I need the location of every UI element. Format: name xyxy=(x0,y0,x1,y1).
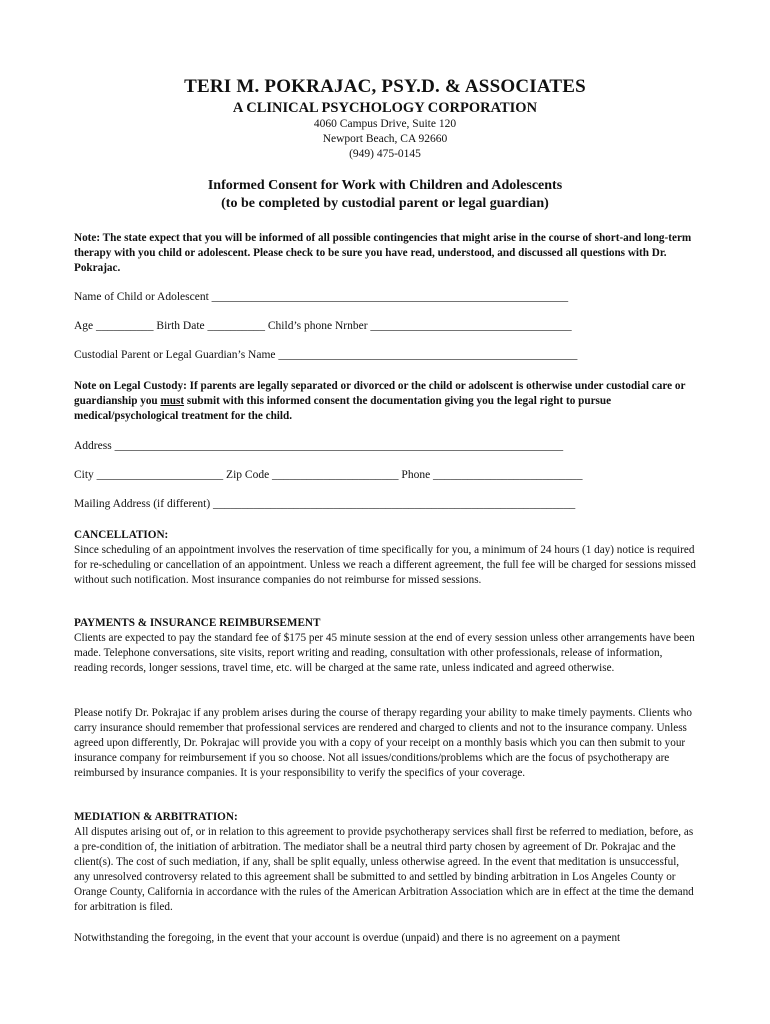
mediation-body-2: Notwithstanding the foregoing, in the event that your account is overdue (unpaid) and there is no agreement on a payment xyxy=(74,932,621,944)
address-line-1: 4060 Campus Drive, Suite 120 xyxy=(313,118,457,130)
payments-heading: PAYMENTS & INSURANCE REIMBURSEMENT xyxy=(74,617,321,629)
address-field[interactable]: Address ______________________________________________________________________________ xyxy=(74,440,564,452)
custody-note-text-1: Note on Legal Custody: If parents are legally separated or divorced or the child or adolscent is otherwise under custodial care or guardianship you xyxy=(74,380,686,407)
mediation-body: All disputes arising out of, or in relation to this agreement to provide psychotherapy services shall first be referred to mediation, before, as a pre-condition of, the initiation of arbitration. The mediator shall be a neutral third party chosen by agreement of Dr. Pokrajac and the client(s). The cost of such mediation, if any, shall be split equally, unless otherwise agreed. In the event that meditation is unsuccessful, any unresolved controversy related to this agreement shall be submitted to and settled by binding arbitration in Los Angeles County or Orange County, California in accordance with the rules of the American Arbitration Association which are in effect at the time the demand for arbitration is filed. xyxy=(74,826,694,913)
corporation-name: A CLINICAL PSYCHOLOGY CORPORATION xyxy=(232,100,538,116)
custody-note-must: must xyxy=(160,395,185,407)
mailing-address-field[interactable]: Mailing Address (if different) _______________________________________________________________ xyxy=(74,498,576,510)
payments-body-2: Please notify Dr. Pokrajac if any problem arises during the course of therapy regarding your ability to make timely payments. Clients who carry insurance should remember that professional services are rendered and charged to clients and not to the insurance company. Unless agreed upon differently, Dr. Pokrajac will provide you with a copy of your receipt on a monthly basis which you can then submit to your insurance company for reimbursement if you so choose. Not all issues/conditions/problems which are the focus of psychotherapy are reimbursed by insurance companies. It is your responsibility to verify the specifics of your coverage. xyxy=(74,707,692,779)
form-subtitle: (to be completed by custodial parent or legal guardian) xyxy=(221,196,549,211)
age-birthdate-phone-field[interactable]: Age __________ Birth Date __________ Child’s phone Nrnber ___________________________________ xyxy=(74,320,572,332)
firm-name: TERI M. POKRAJAC, PSY.D. & ASSOCIATES xyxy=(184,76,586,97)
custody-note-text-2: submit with this informed consent the documentation giving you the legal right to pursue medical/psychological treatment for the child. xyxy=(74,395,612,422)
payments-body-1: Clients are expected to pay the standard fee of $175 per 45 minute session at the end of every session unless other arrangements have been made. Telephone conversations, site visits, report writing and reading, consultation with other professionals, release of information, reading records, longer sessions, travel time, etc. will be charged at the same rate, unless indicated and agreed otherwise. xyxy=(74,632,695,674)
phone-number: (949) 475-0145 xyxy=(349,148,421,160)
mediation-section xyxy=(74,810,698,915)
city-zip-phone-field[interactable]: City ______________________ Zip Code ______________________ Phone __________________________ xyxy=(74,469,583,481)
cancellation-heading: CANCELLATION: xyxy=(74,529,169,541)
child-name-field[interactable]: Name of Child or Adolescent ______________________________________________________________ xyxy=(74,291,569,303)
address-line-2: Newport Beach, CA 92660 xyxy=(322,133,448,145)
payments-section xyxy=(74,616,698,676)
guardian-name-field[interactable]: Custodial Parent or Legal Guardian’s Name ____________________________________________________ xyxy=(74,349,578,361)
cancellation-body: Since scheduling of an appointment involves the reservation of time specifically for you, a minimum of 24 hours (1 day) notice is required for re-scheduling or cancellation of an appointment. Unless we reach a different agreement, the full fee will be charged for sessions missed without such notification. Most insurance companies do not reimburse for missed sessions. xyxy=(74,544,696,586)
mediation-heading: MEDIATION & ARBITRATION: xyxy=(74,811,238,823)
legal-custody-note xyxy=(74,379,698,424)
form-title: Informed Consent for Work with Children and Adolescents xyxy=(207,178,563,193)
state-note: Note: The state expect that you will be informed of all possible contingencies that might arise in the course of short-and long-term therapy with you child or adolescent. Please check to be sure you have read, understood, and discussed all questions with Dr. Pokrajac. xyxy=(74,232,692,274)
cancellation-section xyxy=(74,528,698,588)
